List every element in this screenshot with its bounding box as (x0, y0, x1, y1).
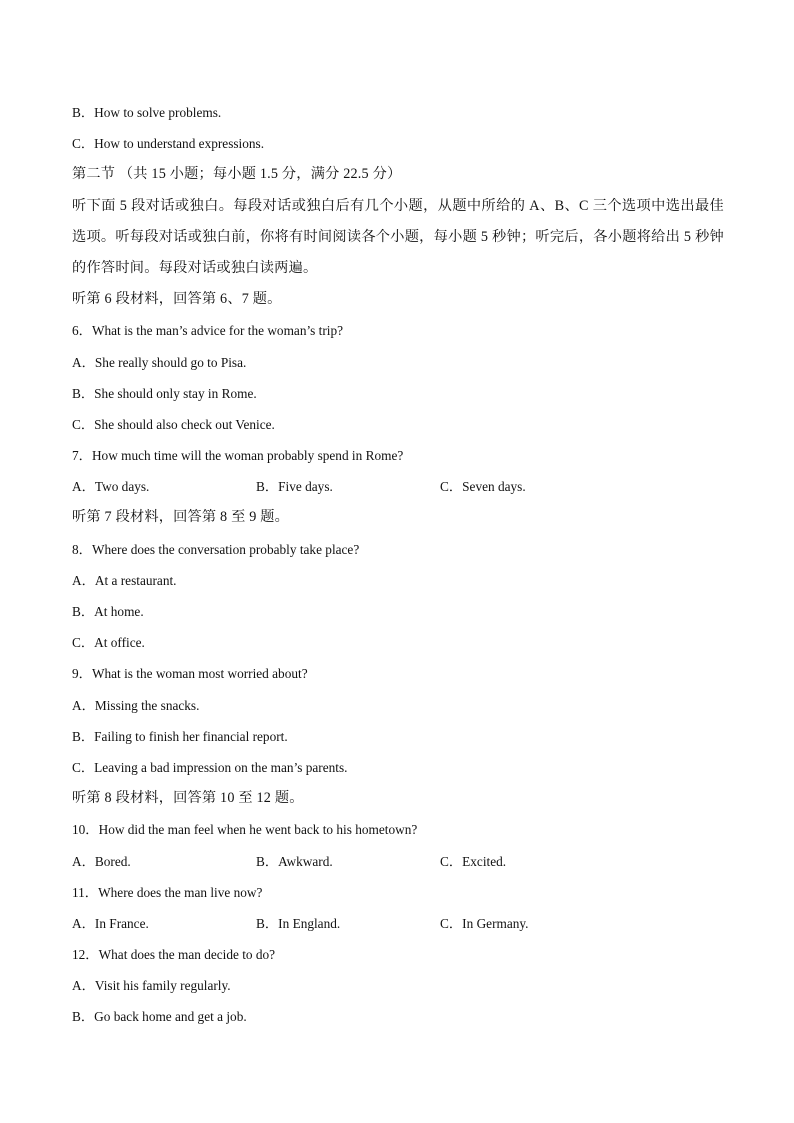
option-line: C．She should also check out Venice. (72, 416, 275, 432)
option-line: A．Visit his family regularly. (72, 978, 231, 994)
question-stem: 12．What does the man decide to do? (72, 947, 276, 963)
option-b: B．In England. (256, 915, 341, 931)
option-row (72, 471, 724, 502)
option-c: C．Seven days. (440, 479, 526, 495)
segment-intro: 听第 6 段材料，回答第 6、7 题。 (72, 291, 282, 308)
question-stem: 11．Where does the man live now? (72, 884, 263, 900)
option-row (72, 846, 724, 877)
option-line: B．At home. (72, 604, 144, 620)
option-line: B．Go back home and get a job. (72, 1009, 247, 1025)
option-c: C．In Germany. (440, 915, 529, 931)
option-line: A．At a restaurant. (72, 572, 177, 588)
option-a: A．Two days. (72, 479, 150, 495)
question-stem: 6．What is the man’s advice for the woman’s trip? (72, 323, 344, 339)
option-line: B．Failing to finish her financial report. (72, 728, 288, 744)
option-line: C．How to understand expressions. (72, 136, 265, 152)
exam-page (72, 97, 724, 1033)
option-b: B．Awkward. (256, 853, 333, 869)
segment-intro: 听第 7 段材料，回答第 8 至 9 题。 (72, 509, 290, 526)
section-instructions: 听下面 5 段对话或独白。每段对话或独白后有几个小题，从题中所给的 A、B、C 三个选项中选出最佳选项。听每段对话或独白前，你将有时间阅读各个小题，每小题 5 秒钟；听完后，各小题将给出 5 秒钟的作答时间。每段对话或独白读两遍。 (72, 197, 724, 276)
question-stem: 9．What is the woman most worried about? (72, 666, 308, 682)
option-c: C．Excited. (440, 853, 507, 869)
section-header: 第二节 （共 15 小题；每小题 1.5 分，满分 22.5 分） (72, 166, 402, 183)
question-stem: 7．How much time will the woman probably spend in Rome? (72, 448, 404, 464)
option-line: A．She really should go to Pisa. (72, 354, 247, 370)
option-line: C．Leaving a bad impression on the man’s parents. (72, 759, 348, 775)
option-line: B．How to solve problems. (72, 105, 222, 120)
option-b: B．Five days. (256, 479, 333, 495)
option-a: A．In France. (72, 915, 149, 931)
option-line: C．At office. (72, 635, 145, 651)
option-line: B．She should only stay in Rome. (72, 385, 257, 401)
option-row (72, 908, 724, 939)
option-a: A．Bored. (72, 853, 131, 869)
option-line: A．Missing the snacks. (72, 697, 200, 713)
question-stem: 10．How did the man feel when he went back to his hometown? (72, 822, 418, 838)
segment-intro: 听第 8 段材料，回答第 10 至 12 题。 (72, 790, 304, 807)
question-stem: 8．Where does the conversation probably take place? (72, 541, 360, 557)
